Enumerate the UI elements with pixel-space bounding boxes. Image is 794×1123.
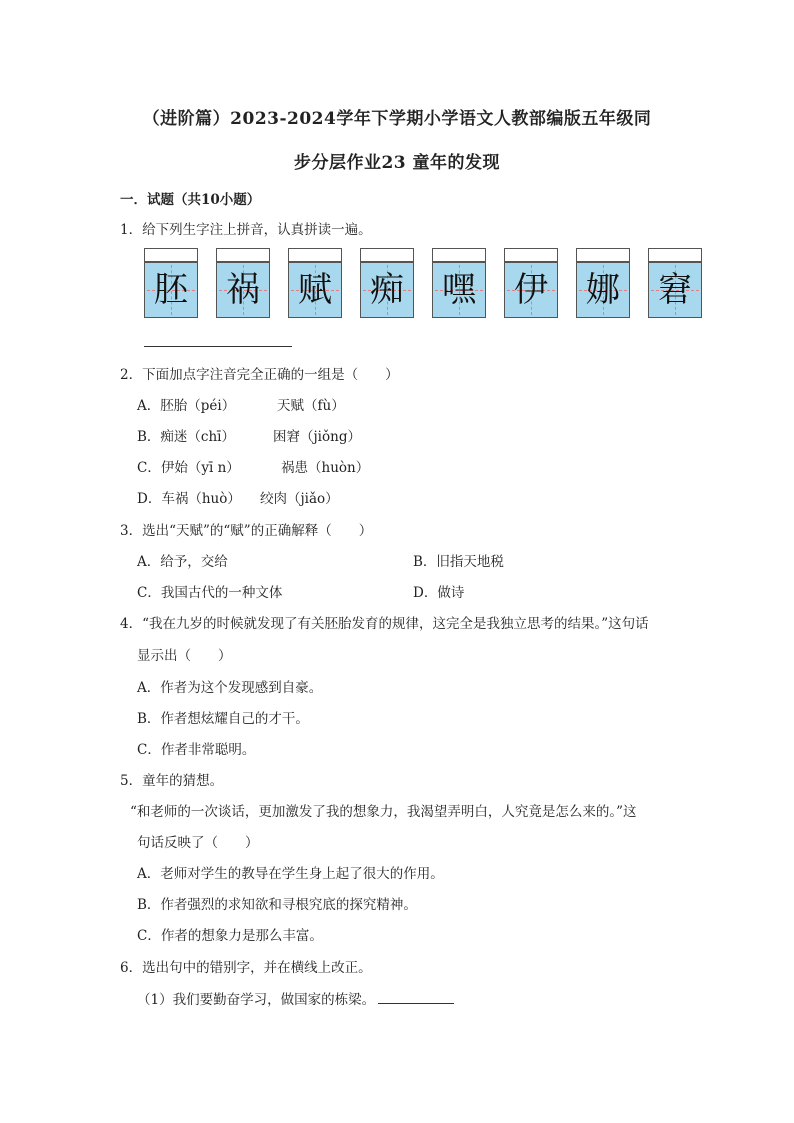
char-box-7: [576, 248, 630, 318]
pinyin-slot[interactable]: [432, 248, 486, 262]
char-box-2: [216, 248, 270, 318]
q6-stem: 6．选出句中的错别字，并在横线上改正。: [120, 960, 372, 976]
char: 窘: [658, 270, 692, 310]
q3-stem: 3．选出“天赋”的“赋”的正确解释（ ）: [120, 523, 373, 539]
char: 痴: [370, 270, 404, 310]
q3-option-a[interactable]: A．给予，交给: [137, 554, 228, 570]
q2-stem: 2．下面加点字注音完全正确的一组是（ ）: [120, 367, 399, 383]
q2-option-b-2: 困窘（jiǒng）: [273, 429, 361, 445]
q5-option-b[interactable]: B．作者强烈的求知欲和寻根究底的探究精神。: [137, 897, 417, 913]
q2-option-a-2: 天赋（fù）: [277, 398, 345, 414]
q4-stem-line1: 4．“我在九岁的时候就发现了有关胚胎发育的规律，这完全是我独立思考的结果。”这句话: [120, 616, 649, 632]
char-box-5: [432, 248, 486, 318]
q5-option-a[interactable]: A．老师对学生的教导在学生身上起了很大的作用。: [137, 866, 444, 882]
q2-option-c-2: 祸患（huòn）: [281, 460, 370, 476]
q5-stem: 5．童年的猜想。: [120, 773, 224, 789]
q2-option-d-2: 绞肉（jiǎo）: [260, 491, 339, 507]
q3-option-b[interactable]: B．旧指天地税: [413, 554, 504, 570]
q4-option-b[interactable]: B．作者想炫耀自己的才干。: [137, 711, 309, 727]
char-box-1: [144, 248, 198, 318]
q2-option-d[interactable]: D．车祸（huò）: [137, 491, 241, 507]
char-box-8: [648, 248, 702, 318]
char: 祸: [226, 270, 260, 310]
answer-blank[interactable]: [144, 346, 292, 347]
worksheet-title-line1: （进阶篇）2023-2024学年下学期小学语文人教部编版五年级同: [142, 109, 652, 129]
q2-option-a[interactable]: A．胚胎（péi）: [137, 398, 236, 414]
pinyin-slot[interactable]: [144, 248, 198, 262]
q3-option-d[interactable]: D．做诗: [413, 585, 465, 601]
pinyin-slot[interactable]: [576, 248, 630, 262]
char: 赋: [298, 270, 332, 310]
char-box-3: [288, 248, 342, 318]
q1-stem: 1．给下列生字注上拼音，认真拼读一遍。: [120, 222, 372, 238]
char: 胚: [154, 270, 188, 310]
pinyin-slot[interactable]: [648, 248, 702, 262]
q6-item1: [137, 988, 454, 1008]
worksheet-title-line2: 步分层作业23 童年的发现: [293, 153, 501, 173]
q5-quote-line1: “和老师的一次谈话，更加激发了我的想象力，我渴望弄明白，人究竟是怎么来的。”这: [130, 804, 637, 820]
q4-option-a[interactable]: A．作者为这个发现感到自豪。: [137, 680, 323, 696]
answer-blank[interactable]: [378, 991, 454, 1004]
q3-option-c[interactable]: C．我国古代的一种文体: [137, 585, 283, 601]
q4-stem-line2: 显示出（ ）: [137, 648, 232, 664]
pinyin-slot[interactable]: [288, 248, 342, 262]
q5-option-c[interactable]: C．作者的想象力是那么丰富。: [137, 928, 323, 944]
char: 嘿: [442, 270, 476, 310]
char: 娜: [586, 270, 620, 310]
q2-option-c[interactable]: C．伊始（yī n）: [137, 460, 240, 476]
pinyin-slot[interactable]: [360, 248, 414, 262]
q5-quote-line2: 句话反映了（ ）: [137, 835, 259, 851]
pinyin-slot[interactable]: [504, 248, 558, 262]
pinyin-slot[interactable]: [216, 248, 270, 262]
section-heading: 一．试题（共10小题）: [120, 192, 261, 208]
q6-item1-text: （1）我们要勤奋学习，做国家的栋梁。: [137, 992, 376, 1008]
char: 伊: [514, 270, 548, 310]
q4-option-c[interactable]: C．作者非常聪明。: [137, 742, 256, 758]
char-box-6: [504, 248, 558, 318]
char-box-4: [360, 248, 414, 318]
q2-option-b[interactable]: B．痴迷（chī）: [137, 429, 235, 445]
